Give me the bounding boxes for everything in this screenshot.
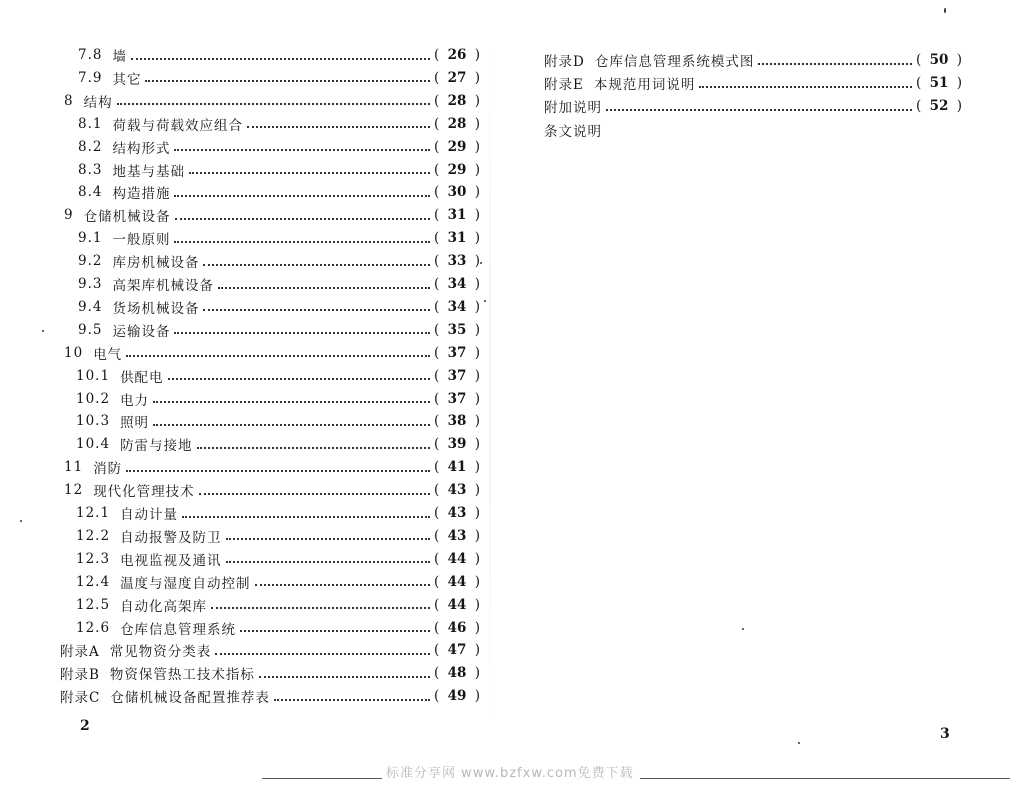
- toc-entry-page: [434, 368, 480, 384]
- page-number-value: 26: [447, 47, 467, 63]
- toc-entry-page: [434, 345, 480, 361]
- toc-entry-number: 8.1: [78, 115, 103, 132]
- toc-entry: [544, 49, 962, 71]
- toc-entry-title: 常见物资分类表: [109, 644, 212, 661]
- toc-entry-title: 自动报警及防卫: [120, 529, 222, 546]
- page-paren-open: (: [434, 550, 440, 567]
- page-paren-close: ): [474, 642, 480, 659]
- page-paren-open: (: [434, 619, 440, 636]
- toc-entry: [60, 662, 480, 684]
- dot-leader: [117, 102, 430, 105]
- dot-leader: [174, 148, 430, 151]
- page-number-value: 37: [447, 344, 467, 361]
- toc-entry-title: 仓储机械设备: [83, 209, 171, 226]
- dot-leader: [255, 583, 430, 586]
- page-paren-close: ): [474, 619, 480, 636]
- page-number-value: 41: [447, 459, 467, 476]
- dot-leader: [226, 537, 430, 540]
- page-paren-close: ): [474, 413, 480, 430]
- toc-entry: [76, 571, 480, 593]
- toc-entry-number: 12.6: [76, 619, 111, 636]
- page-paren-open: (: [434, 92, 440, 109]
- page-number-value: 27: [447, 69, 467, 86]
- toc-entry-title: 地基与基础: [112, 163, 185, 180]
- toc-entry-page: [434, 139, 480, 155]
- toc-entry-title: 构造措施: [112, 186, 171, 203]
- page-number-value: 50: [929, 52, 949, 68]
- page-number-value: 29: [447, 138, 467, 155]
- toc-entry: [76, 594, 480, 616]
- toc-entry: [78, 113, 480, 135]
- dot-leader: [174, 194, 430, 197]
- toc-entry-number: 12.5: [76, 596, 111, 613]
- footer-rule-right: [640, 778, 1010, 779]
- page-paren-close: ): [474, 527, 480, 544]
- scan-speck: [798, 742, 800, 744]
- toc-entry: [78, 250, 480, 272]
- dot-leader: [189, 171, 430, 174]
- page-number-value: 51: [929, 75, 949, 91]
- page-paren-open: (: [434, 688, 440, 705]
- page-paren-close: ): [474, 184, 480, 201]
- dot-leader: [240, 629, 430, 632]
- dot-leader: [174, 331, 430, 334]
- toc-entry: [78, 319, 480, 341]
- page-paren-open: (: [434, 69, 440, 86]
- toc-entry-page: [916, 52, 962, 68]
- page-paren-close: ): [474, 115, 480, 132]
- toc-entry-number: 附录D: [544, 54, 585, 70]
- toc-entry-page: [434, 162, 480, 178]
- toc-entry-title: 照明: [120, 415, 150, 432]
- toc-entry: [76, 410, 480, 432]
- toc-entry-title: 电力: [120, 392, 150, 409]
- page-paren-open: (: [434, 482, 440, 499]
- page-number-value: 46: [447, 619, 467, 636]
- toc-entry-title: 附加说明: [544, 100, 602, 116]
- page-paren-open: (: [434, 436, 440, 453]
- page-paren-close: ): [474, 298, 480, 315]
- page-paren-open: (: [434, 413, 440, 430]
- toc-entry-page: [434, 642, 480, 658]
- page-paren-close: ): [474, 344, 480, 361]
- toc-entry-page: [434, 413, 480, 429]
- toc-entry-number: 11: [64, 459, 84, 476]
- toc-entry-number: 12.3: [76, 550, 111, 567]
- dot-leader: [131, 57, 430, 60]
- toc-entry-number: 8: [64, 92, 74, 109]
- toc-entry: [78, 67, 480, 89]
- toc-entry-number: 9.4: [78, 298, 103, 315]
- scan-speck: [42, 330, 44, 332]
- toc-entry-title: 荷载与荷载效应组合: [112, 117, 243, 134]
- page-number-value: 31: [447, 230, 467, 247]
- page-paren-open: (: [434, 115, 440, 132]
- toc-entry-number: 7.8: [78, 47, 103, 63]
- toc-entry-number: 12: [64, 482, 84, 499]
- toc-entry: [78, 44, 480, 66]
- page-paren-close: ): [474, 47, 480, 63]
- toc-entry: [78, 273, 480, 295]
- dot-leader: [274, 698, 430, 701]
- toc-entry: [64, 90, 480, 112]
- toc-entry-title: 其它: [112, 71, 142, 88]
- toc-entry: [76, 433, 480, 455]
- page-paren-close: ): [474, 92, 480, 109]
- toc-entry-number: 附录C: [60, 690, 101, 707]
- page-paren-close: ): [956, 75, 962, 91]
- page-paren-open: (: [434, 276, 440, 292]
- toc-entry-number: 9.3: [78, 276, 103, 292]
- toc-entry-title: 仓库信息管理系统: [120, 621, 237, 638]
- toc-entry-title: 仓库信息管理系统模式图: [594, 54, 755, 70]
- toc-entry: [76, 525, 480, 547]
- page-paren-open: (: [434, 505, 440, 521]
- page-number-value: 49: [447, 688, 467, 705]
- page-paren-open: (: [434, 642, 440, 659]
- left-page-number: 2: [80, 718, 90, 734]
- page-number-value: 47: [447, 642, 467, 659]
- dot-leader: [758, 62, 912, 65]
- toc-entry-number: 附录E: [544, 77, 584, 93]
- page-paren-open: (: [434, 298, 440, 315]
- page-number-value: 48: [447, 665, 467, 682]
- right-page: [510, 0, 1024, 785]
- toc-entry-title: 现代化管理技术: [93, 484, 195, 501]
- page-paren-open: (: [916, 75, 922, 91]
- page-number-value: 34: [447, 298, 467, 315]
- page-paren-close: ): [956, 98, 962, 114]
- page-number-value: 39: [447, 436, 467, 453]
- page-paren-open: (: [434, 367, 440, 384]
- toc-entry-title: 仓储机械设备配置推荐表: [110, 690, 270, 707]
- page-paren-close: ): [474, 253, 480, 270]
- page-paren-close: ): [474, 321, 480, 338]
- dot-leader: [215, 652, 430, 655]
- page-paren-close: ): [474, 367, 480, 384]
- toc-entry-page: [434, 93, 480, 109]
- dot-leader: [199, 492, 430, 495]
- page-paren-open: (: [434, 573, 440, 590]
- page-paren-open: (: [916, 98, 922, 114]
- toc-entry-title: 防雷与接地: [120, 438, 193, 455]
- scan-speck: [742, 628, 744, 630]
- toc-entry-number: 10: [64, 344, 84, 361]
- page-paren-open: (: [434, 184, 440, 201]
- toc-entry-page: [434, 207, 480, 223]
- dot-leader: [153, 400, 430, 403]
- toc-entry: [544, 95, 962, 117]
- dot-leader: [211, 606, 430, 609]
- page-paren-close: ): [474, 436, 480, 453]
- page-paren-open: (: [434, 596, 440, 613]
- page-paren-close: ): [474, 69, 480, 86]
- toc-entry-title: 自动计量: [120, 507, 179, 523]
- page-number-value: 28: [447, 115, 467, 132]
- dot-leader: [203, 308, 430, 311]
- toc-entry-page: [434, 436, 480, 452]
- toc-entry-page: [434, 528, 480, 544]
- page-paren-close: ): [474, 596, 480, 613]
- toc-entry-title: 温度与湿度自动控制: [120, 575, 251, 592]
- toc-entry: [76, 502, 480, 524]
- toc-entry-title: 供配电: [120, 369, 164, 386]
- page-paren-close: ): [474, 161, 480, 178]
- page-number-value: 34: [447, 276, 467, 292]
- toc-entry-title: 运输设备: [112, 323, 171, 340]
- toc-entry-page: [434, 459, 480, 475]
- scan-speck: [484, 300, 486, 302]
- toc-entry-number: 8.2: [78, 138, 103, 155]
- page-number-value: 44: [447, 596, 467, 613]
- toc-entry: [78, 227, 480, 249]
- toc-entry-number: 附录A: [60, 644, 100, 661]
- page-number-value: 28: [447, 92, 467, 109]
- toc-entry: [76, 548, 480, 570]
- toc-entry: [64, 456, 480, 478]
- toc-entry: [60, 685, 480, 707]
- dot-leader: [247, 125, 430, 128]
- page-number-value: 33: [447, 253, 467, 270]
- page-number-value: 35: [447, 321, 467, 338]
- toc-entry-page: [916, 75, 962, 91]
- toc-entry: [60, 639, 480, 661]
- page-paren-close: ): [474, 482, 480, 499]
- page-number-value: 37: [447, 367, 467, 384]
- toc-entry-page: [434, 184, 480, 200]
- dot-leader: [203, 263, 430, 266]
- page-number-value: 44: [447, 550, 467, 567]
- page-paren-open: (: [916, 52, 922, 68]
- toc-entry-page: [434, 299, 480, 315]
- toc-entry-number: 9.2: [78, 253, 103, 270]
- toc-entry-number: 12.4: [76, 573, 111, 590]
- page-number-value: 38: [447, 413, 467, 430]
- toc-entry: [76, 365, 480, 387]
- toc-entry-page: [434, 391, 480, 407]
- toc-entry-page: [434, 665, 480, 681]
- page-paren-open: (: [434, 390, 440, 407]
- toc-entry: [544, 72, 962, 94]
- page-gutter: [489, 40, 491, 730]
- page-paren-close: ): [474, 230, 480, 247]
- toc-entry-number: 7.9: [78, 69, 103, 86]
- dot-leader: [259, 675, 430, 678]
- toc-entry-number: 12.1: [76, 505, 111, 521]
- toc-entry-title: 结构形式: [112, 140, 171, 157]
- page-paren-open: (: [434, 207, 440, 224]
- page-paren-close: ): [474, 138, 480, 155]
- toc-entry-number: 10.3: [76, 413, 111, 430]
- toc-entry-page: [434, 116, 480, 132]
- scan-speck: [480, 262, 482, 264]
- dot-leader: [126, 469, 430, 472]
- dot-leader: [218, 286, 430, 289]
- page-paren-open: (: [434, 253, 440, 270]
- page-paren-close: ): [474, 573, 480, 590]
- page-number-value: 29: [447, 161, 467, 178]
- page-paren-close: ): [474, 550, 480, 567]
- dot-leader: [606, 108, 912, 111]
- page-paren-open: (: [434, 527, 440, 544]
- toc-entry-number: 9.5: [78, 321, 103, 338]
- scan-speck: [944, 8, 946, 13]
- right-page-number: 3: [940, 726, 950, 742]
- page-paren-close: ): [474, 276, 480, 292]
- toc-entry-page: [434, 276, 480, 292]
- dot-leader: [168, 377, 430, 380]
- toc-entry-title: 电气: [93, 346, 123, 363]
- dot-leader: [699, 85, 912, 88]
- page-number-value: 43: [447, 482, 467, 499]
- toc-entry-number: 8.3: [78, 161, 103, 178]
- page-paren-open: (: [434, 161, 440, 178]
- page-number-value: 31: [447, 207, 467, 224]
- toc-entry-page: [434, 505, 480, 521]
- dot-leader: [174, 240, 430, 243]
- toc-entry-number: 10.4: [76, 436, 111, 453]
- toc-entry: [76, 388, 480, 410]
- toc-entry-number: 9: [64, 207, 74, 224]
- toc-entry: [64, 342, 480, 364]
- page-paren-close: ): [474, 688, 480, 705]
- dot-leader: [145, 79, 430, 82]
- dot-leader: [175, 217, 430, 220]
- footer-rule-left: [262, 778, 382, 779]
- page-paren-open: (: [434, 665, 440, 682]
- toc-entry-title: 库房机械设备: [112, 255, 200, 272]
- toc-entry-page: [434, 597, 480, 613]
- page-number-value: 43: [447, 527, 467, 544]
- toc-entry: [78, 296, 480, 318]
- toc-entry-page: [434, 620, 480, 636]
- toc-entry-title: 消防: [93, 461, 123, 478]
- toc-entry: [78, 159, 480, 181]
- toc-entry-title: 高架库机械设备: [112, 278, 214, 294]
- dot-leader: [182, 515, 430, 518]
- toc-entry-title: 一般原则: [112, 232, 171, 249]
- page-number-value: 37: [447, 390, 467, 407]
- toc-entry-page: [434, 551, 480, 567]
- toc-entry-page: [434, 482, 480, 498]
- toc-entry: [78, 136, 480, 158]
- toc-entry-number: 12.2: [76, 527, 111, 544]
- page-paren-open: (: [434, 459, 440, 476]
- page-paren-open: (: [434, 47, 440, 63]
- toc-entry-clause-explanation: 条文说明: [544, 124, 602, 140]
- page-paren-close: ): [474, 505, 480, 521]
- toc-entry-number: 9.1: [78, 230, 103, 247]
- toc-entry-page: [434, 688, 480, 704]
- dot-leader: [226, 560, 430, 563]
- page-paren-open: (: [434, 321, 440, 338]
- toc-entry: [64, 204, 480, 226]
- toc-entry-number: 8.4: [78, 184, 103, 201]
- toc-entry-page: [434, 47, 480, 63]
- toc-entry-page: [434, 253, 480, 269]
- toc-entry-number: 10.1: [76, 367, 111, 384]
- page-paren-open: (: [434, 138, 440, 155]
- toc-entry-title: 自动化高架库: [120, 598, 208, 615]
- toc-entry-title: 墙: [112, 49, 127, 65]
- toc-entry-number: 10.2: [76, 390, 111, 407]
- toc-entry-page: [434, 70, 480, 86]
- dot-leader: [126, 354, 430, 357]
- toc-entry-page: [434, 322, 480, 338]
- dot-leader: [197, 446, 430, 449]
- page-paren-close: ): [474, 390, 480, 407]
- toc-entry-title: 物资保管热工技术指标: [109, 667, 255, 684]
- watermark: 标准分享网 www.bzfxw.com免费下载: [386, 766, 634, 781]
- toc-entry: [64, 479, 480, 501]
- toc-entry-page: [434, 574, 480, 590]
- page-number-value: 30: [447, 184, 467, 201]
- toc-entry-title: 结构: [83, 94, 113, 111]
- toc-entry-page: [916, 98, 962, 114]
- toc-entry-number: 附录B: [60, 667, 100, 684]
- page-paren-open: (: [434, 230, 440, 247]
- toc-entry-title: 本规范用词说明: [593, 77, 696, 93]
- dot-leader: [153, 423, 430, 426]
- page-number-value: 52: [929, 98, 949, 114]
- page-paren-close: ): [956, 52, 962, 68]
- toc-entry-title: 货场机械设备: [112, 300, 200, 317]
- toc-entry-title: 电视监视及通讯: [120, 552, 222, 569]
- page-paren-close: ): [474, 207, 480, 224]
- page-number-value: 44: [447, 573, 467, 590]
- toc-entry: [76, 617, 480, 639]
- page-number-value: 43: [447, 505, 467, 521]
- toc-entry: [78, 181, 480, 203]
- page-paren-open: (: [434, 344, 440, 361]
- page-paren-close: ): [474, 665, 480, 682]
- toc-entry-page: [434, 230, 480, 246]
- page-paren-close: ): [474, 459, 480, 476]
- scan-speck: [20, 520, 22, 522]
